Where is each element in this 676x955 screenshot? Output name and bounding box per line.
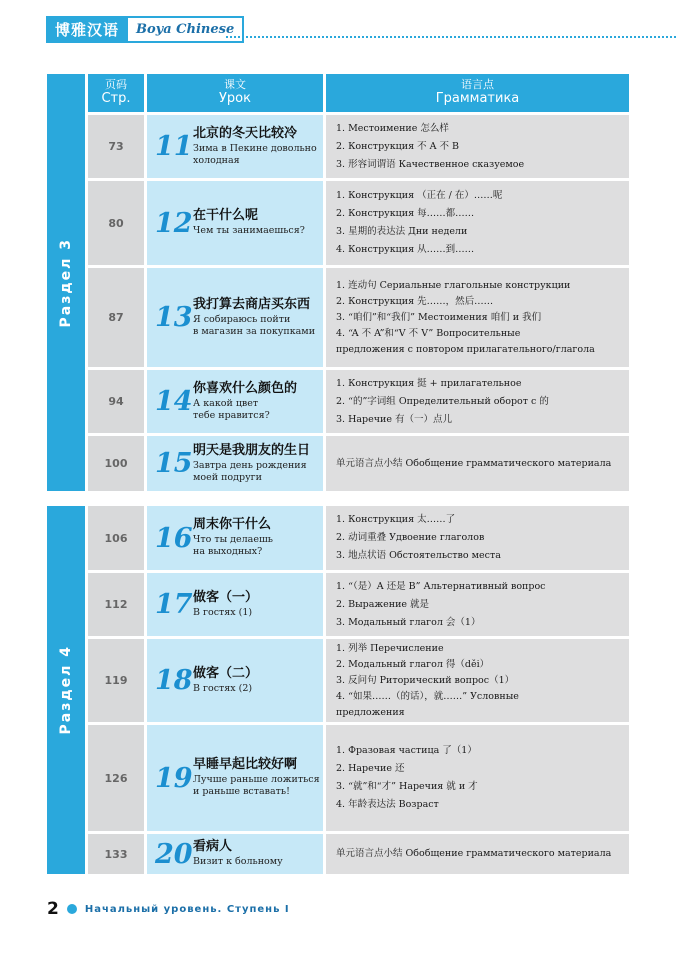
grammar-cell xyxy=(326,181,629,265)
bullet-dot-icon xyxy=(67,904,77,914)
lesson-number: 12 xyxy=(155,207,193,239)
grammar-cell xyxy=(326,506,629,570)
lesson-number: 20 xyxy=(155,838,193,870)
grammar-item: 1. 列举 Перечисление xyxy=(336,642,444,654)
lesson-title-ru: Я собираюсь пойти в магазин за покупками xyxy=(193,313,316,337)
column-header-lesson-cn: 课文 xyxy=(224,78,246,92)
lesson-cell[interactable] xyxy=(147,506,323,570)
book-header xyxy=(46,16,244,43)
lesson-title-ru: Что ты делаешь на выходных? xyxy=(193,534,273,558)
page-number-cell[interactable]: 112 xyxy=(88,573,144,636)
grammar-item: 3. Наречие 有（一）点儿 xyxy=(336,413,452,425)
lesson-title-cn: 早睡早起比较好啊 xyxy=(193,757,298,773)
grammar-item: предложения с повтором прилагательного/глагола xyxy=(336,343,595,355)
lesson-number: 16 xyxy=(155,522,193,554)
page-number-cell[interactable]: 80 xyxy=(88,181,144,265)
grammar-item: 3. “就”和“才” Наречия 就 и 才 xyxy=(336,781,478,792)
page-number-cell[interactable]: 100 xyxy=(88,436,144,491)
grammar-cell xyxy=(326,268,629,367)
grammar-cell xyxy=(326,115,629,178)
grammar-item: 1. 连动句 Сериальные глагольные конструкции xyxy=(336,279,571,291)
grammar-item: 4. Конструкция 从……到…… xyxy=(336,244,475,255)
lesson-number: 11 xyxy=(155,131,193,162)
grammar-item: 2. Конструкция 不 A 不 B xyxy=(336,140,460,152)
grammar-item: 3. Модальный глагол 会（1） xyxy=(336,616,481,628)
grammar-item: 3. 形容词谓语 Качественное сказуемое xyxy=(336,158,525,170)
grammar-item: 3. 地点状语 Обстоятельство места xyxy=(336,550,501,561)
section-3-label: Раздел 3 xyxy=(58,237,74,328)
page-footer xyxy=(47,899,290,919)
column-header-grammar-ru: Грамматика xyxy=(435,90,520,106)
grammar-item: 3. 反问句 Риторический вопрос（1） xyxy=(336,674,515,686)
book-title-en: Boya Chinese xyxy=(128,16,244,43)
lesson-cell[interactable] xyxy=(147,115,323,178)
footer-level-text: Начальный уровень. Ступень I xyxy=(84,903,290,915)
lesson-number: 15 xyxy=(155,448,193,479)
grammar-item: 3. 星期的表达法 Дни недели xyxy=(336,226,468,237)
unit-summary: 单元语言点小结 Обобщение грамматического материала xyxy=(336,457,612,469)
grammar-item: 1. Конструкция （正在 / 在）……呢 xyxy=(336,190,503,201)
lesson-title-ru: Зима в Пекине довольно холодная xyxy=(193,142,317,166)
grammar-item: 2. Наречие 还 xyxy=(336,763,405,774)
grammar-item: 2. Модальный глагол 得（děi） xyxy=(336,658,490,670)
grammar-cell xyxy=(326,639,629,722)
lesson-title-cn: 我打算去商店买东西 xyxy=(193,296,311,312)
lesson-cell[interactable] xyxy=(147,834,323,874)
lesson-number: 14 xyxy=(155,386,193,417)
column-header-page xyxy=(88,74,144,112)
grammar-item: предложения xyxy=(336,706,405,718)
unit-summary: 单元语言点小结 Обобщение грамматического материала xyxy=(336,848,612,859)
column-header-lesson-ru: Урок xyxy=(219,90,251,106)
page-number-cell[interactable]: 87 xyxy=(88,268,144,367)
lesson-title-ru: А какой цвет тебе нравится? xyxy=(193,397,270,421)
grammar-cell xyxy=(326,725,629,831)
grammar-item: 4. 年龄表达法 Возраст xyxy=(336,799,439,810)
lesson-title-ru: Завтра день рождения моей подруги xyxy=(193,459,307,483)
page-number-cell[interactable]: 73 xyxy=(88,115,144,178)
grammar-item: 1. Конструкция 挺 + прилагательное xyxy=(336,377,522,389)
section-3-sidebar xyxy=(47,74,85,491)
page-number-cell[interactable]: 119 xyxy=(88,639,144,722)
grammar-item: 2. 动词重叠 Удвоение глаголов xyxy=(336,532,485,543)
lesson-number: 18 xyxy=(155,665,193,696)
lesson-cell[interactable] xyxy=(147,436,323,491)
book-title-cn: 博雅汉语 xyxy=(46,16,128,43)
section-3-table xyxy=(47,74,629,491)
lesson-title-cn: 做客（二） xyxy=(193,665,259,681)
grammar-item: 2. Конструкция 先……，然后…… xyxy=(336,295,494,307)
grammar-item: 1. Местоимение 怎么样 xyxy=(336,122,449,134)
lesson-number: 13 xyxy=(155,302,193,333)
grammar-item: 4. “A 不 A”和“V 不 V” Вопросительные xyxy=(336,327,521,339)
column-header-page-ru: Стр. xyxy=(101,90,131,106)
footer-page-number: 2 xyxy=(47,899,59,919)
grammar-item: 3. “咱们”和“我们” Местоимения 咱们 и 我们 xyxy=(336,311,542,323)
section-4-sidebar xyxy=(47,506,85,874)
lesson-title-ru: В гостях (1) xyxy=(193,606,253,618)
grammar-cell xyxy=(326,436,629,491)
section-4-label: Раздел 4 xyxy=(58,645,74,735)
lesson-title-cn: 看病人 xyxy=(193,839,233,855)
lesson-title-ru: Визит к больному xyxy=(193,856,283,868)
page-number-cell[interactable]: 94 xyxy=(88,370,144,433)
lesson-title-cn: 你喜欢什么颜色的 xyxy=(193,380,298,396)
page-number-cell[interactable]: 106 xyxy=(88,506,144,570)
lesson-title-cn: 明天是我朋友的生日 xyxy=(193,442,311,458)
page-number-cell[interactable]: 133 xyxy=(88,834,144,874)
grammar-item: 1. Конструкция 太……了 xyxy=(336,514,456,525)
grammar-cell xyxy=(326,573,629,636)
lesson-number: 17 xyxy=(155,589,193,620)
lesson-number: 19 xyxy=(155,762,193,794)
grammar-cell xyxy=(326,834,629,874)
lesson-title-ru: В гостях (2) xyxy=(193,682,253,694)
lesson-cell[interactable] xyxy=(147,639,323,722)
lesson-title-ru: Лучше раньше ложиться и раньше вставать! xyxy=(193,774,320,798)
grammar-cell xyxy=(326,370,629,433)
section-4-table xyxy=(47,506,629,874)
column-header-lesson xyxy=(147,74,323,112)
lesson-title-ru: Чем ты занимаешься? xyxy=(193,225,305,237)
grammar-item: 2. Выражение 就是 xyxy=(336,598,430,610)
header-dotted-line xyxy=(226,36,676,38)
lesson-cell[interactable] xyxy=(147,181,323,265)
lesson-cell[interactable] xyxy=(147,370,323,433)
page-number-cell[interactable]: 126 xyxy=(88,725,144,831)
lesson-cell[interactable] xyxy=(147,725,323,831)
grammar-item: 2. Конструкция 每……都…… xyxy=(336,208,475,219)
lesson-cell[interactable] xyxy=(147,268,323,367)
lesson-title-cn: 周末你干什么 xyxy=(193,517,272,533)
grammar-item: 2. “的”字词组 Определительный оборот с 的 xyxy=(336,395,549,407)
grammar-item: 1. “（是）A 还是 B” Альтернативный вопрос xyxy=(336,580,546,592)
grammar-item: 4. “如果……（的话），就……” Условные xyxy=(336,690,519,702)
lesson-title-cn: 做客（一） xyxy=(193,589,259,605)
lesson-title-cn: 在干什么呢 xyxy=(193,208,259,224)
grammar-item: 1. Фразовая частица 了（1） xyxy=(336,745,477,756)
lesson-title-cn: 北京的冬天比较冷 xyxy=(193,125,298,141)
column-header-page-cn: 页码 xyxy=(105,78,127,92)
column-header-grammar-cn: 语言点 xyxy=(461,78,494,92)
column-header-grammar xyxy=(326,74,629,112)
lesson-cell[interactable] xyxy=(147,573,323,636)
